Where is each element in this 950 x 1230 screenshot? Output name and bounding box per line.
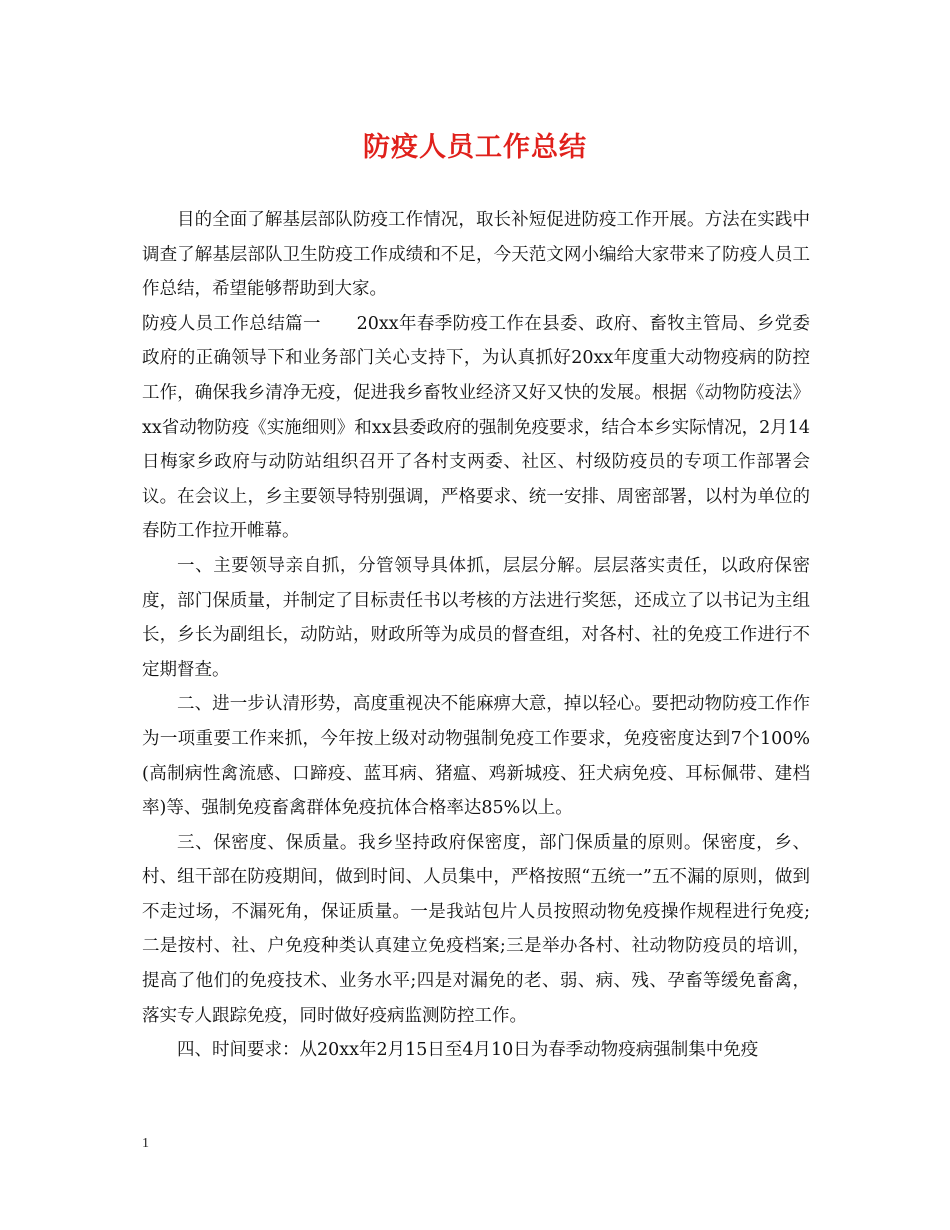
document-title: 防疫人员工作总结 — [363, 132, 587, 163]
paragraph-point-three: 三、保密度、保质量。我乡坚持政府保密度，部门保质量的原则。保密度，乡、村、组干部在防疫期间，做到时间、人员集中，严格按照“五统一”五不漏的原则，做到不走过场，不漏死角，保证质量。一是我站包片人员按照动物免疫操作规程进行免疫;二是按村、社、户免疫种类认真建立免疫档案;三是举办各村、社动物防疫员的培训，提高了他们的免疫技术、业务水平;四是对漏免的老、弱、病、残、孕畜等缓免畜禽，落实专人跟踪免疫，同时做好疫病监测防控工作。 — [142, 832, 810, 1026]
paragraph-point-two: 二、进一步认清形势，高度重视决不能麻痹大意，掉以轻心。要把动物防疫工作作为一项重要工作来抓，今年按上级对动物强制免疫工作要求，免疫密度达到7个100%(高制病性禽流感、口蹄疫、蓝耳病、猪瘟、鸡新城疫、狂犬病免疫、耳标佩带、建档率)等、强制免疫畜禽群体免疫抗体合格率达85%以上。 — [142, 694, 810, 819]
paragraph-intro: 目的全面了解基层部队防疫工作情况，取长补短促进防疫工作开展。方法在实践中调查了解基层部队卫生防疫工作成绩和不足，今天范文网小编给大家带来了防疫人员工作总结，希望能够帮助到大家。 — [142, 210, 810, 300]
paragraph-point-one: 一、主要领导亲自抓，分管领导具体抓，层层分解。层层落实责任，以政府保密度，部门保质量，并制定了目标责任书以考核的方法进行奖惩，还成立了以书记为主组长，乡长为副组长，动防站，财政所等为成员的督查组，对各村、社的免疫工作进行不定期督查。 — [142, 555, 810, 680]
document-body — [142, 203, 810, 1068]
page-number: 1 — [142, 1136, 149, 1151]
paragraph-point-four: 四、时间要求：从20xx年2月15日至4月10日为春季动物疫病强制集中免疫 — [177, 1040, 759, 1061]
paragraph-section-one-header: 防疫人员工作总结篇一 20xx年春季防疫工作在县委、政府、畜牧主管局、乡党委政府的正确领导下和业务部门关心支持下，为认真抓好20xx年度重大动物疫病的防控工作，确保我乡清净无疫，促进我乡畜牧业经济又好又快的发展。根据《动物防疫法》xx省动物防疫《实施细则》和xx县委政府的强制免疫要求，结合本乡实际情况，2月14日梅家乡政府与动防站组织召开了各村支两委、社区、村级防疫员的专项工作部署会议。在会议上，乡主要领导特别强调，严格要求、统一安排、周密部署，以村为单位的春防工作拉开帷幕。 — [142, 313, 810, 542]
